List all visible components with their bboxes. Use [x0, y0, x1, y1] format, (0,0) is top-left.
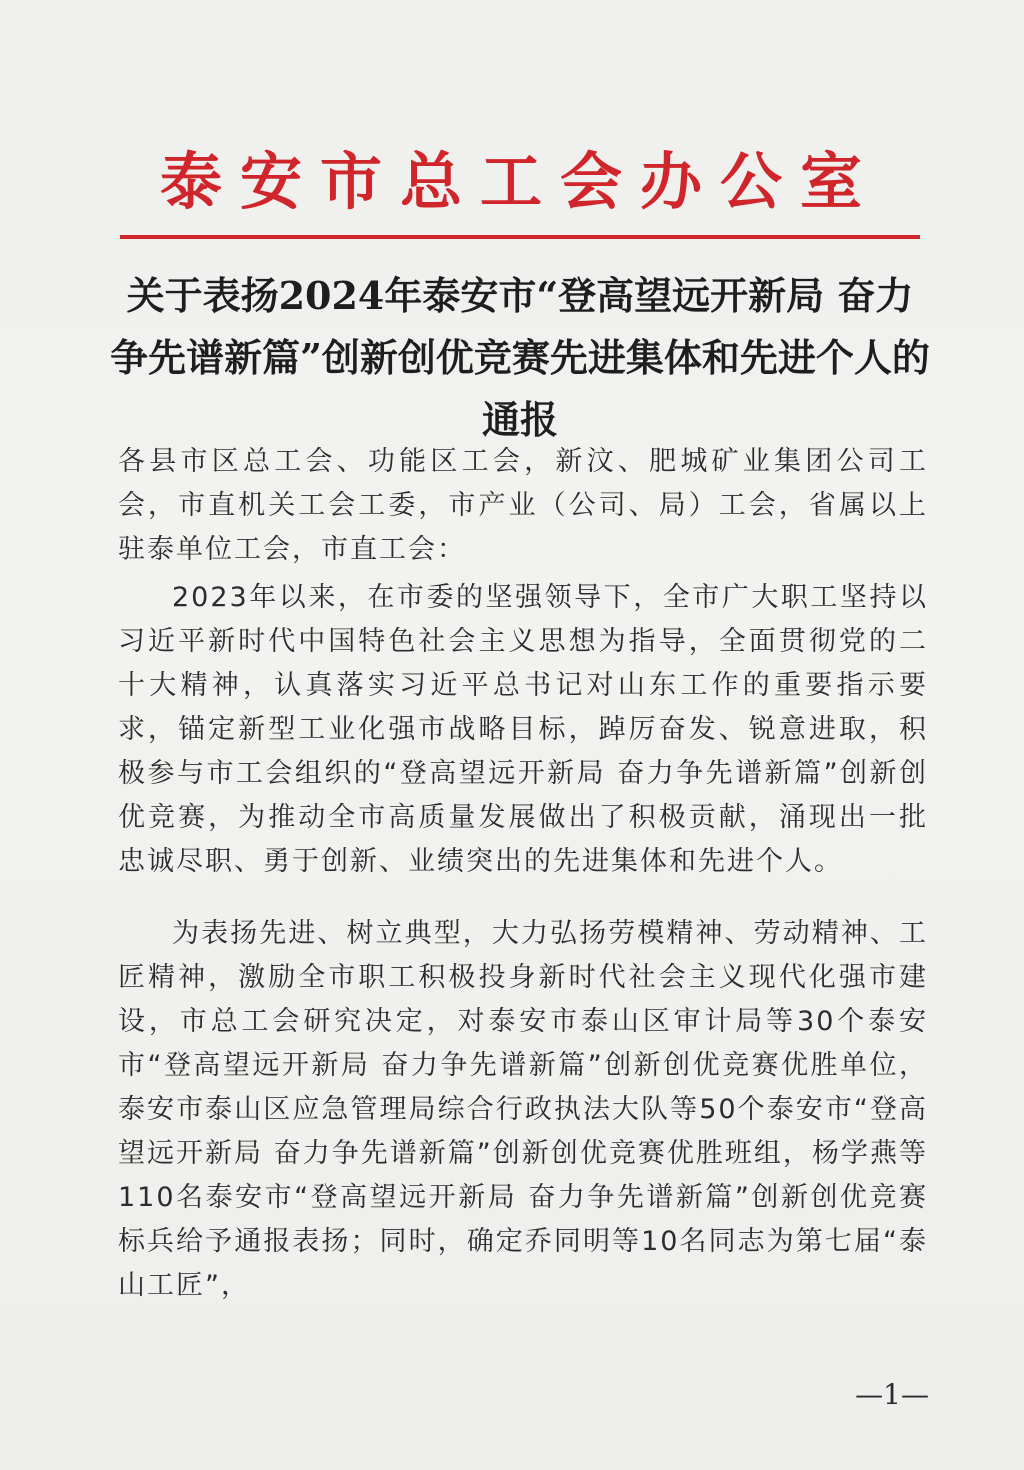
issuing-office-header: 泰安市总工会办公室	[159, 145, 880, 218]
body-paragraph-1: 2023年以来，在市委的坚强领导下，全市广大职工坚持以习近平新时代中国特色社会主义思想为指导，全面贯彻党的二十大精神，认真落实习近平总书记对山东工作的重要指示要求，锚定新型工业化强市战略目标，踔厉奋发、锐意进取，积极参与市工会组织的“登高望远开新局 奋力争先谱新篇”创新创优竞赛，为推动全市高质量发展做出了积极贡献，涌现出一批忠诚尽职、勇于创新、业绩突出的先进集体和先进个人。	[118, 582, 928, 877]
page-number: —1—	[855, 1378, 929, 1411]
body-paragraph-2: 为表扬先进、树立典型，大力弘扬劳模精神、劳动精神、工匠精神，激励全市职工积极投身新时代社会主义现代化强市建设，市总工会研究决定，对泰安市泰山区审计局等30个泰安市“登高望远开新局 奋力争先谱新篇”创新创优竞赛优胜单位，泰安市泰山区应急管理局综合行政执法大队等50个泰安市“登高望远开新局 奋力争先谱新篇”创新创优竞赛优胜班组，杨学燕等110名泰安市“登高望远开新局 奋力争先谱新篇”创新创优竞赛标兵给予通报表扬；同时，确定乔同明等10名同志为第七届“泰山工匠”，	[118, 918, 928, 1301]
addressee: 各县市区总工会、功能区工会，新汶、肥城矿业集团公司工会，市直机关工会工委，市产业（公司、局）工会，省属以上驻泰单位工会，市直工会：	[118, 446, 928, 565]
document-title: 关于表扬2024年泰安市“登高望远开新局 奋力争先谱新篇”创新创优竞赛先进集体和先进个人的通报	[110, 273, 930, 442]
document-body	[118, 440, 928, 1308]
header-red-divider	[120, 235, 920, 239]
